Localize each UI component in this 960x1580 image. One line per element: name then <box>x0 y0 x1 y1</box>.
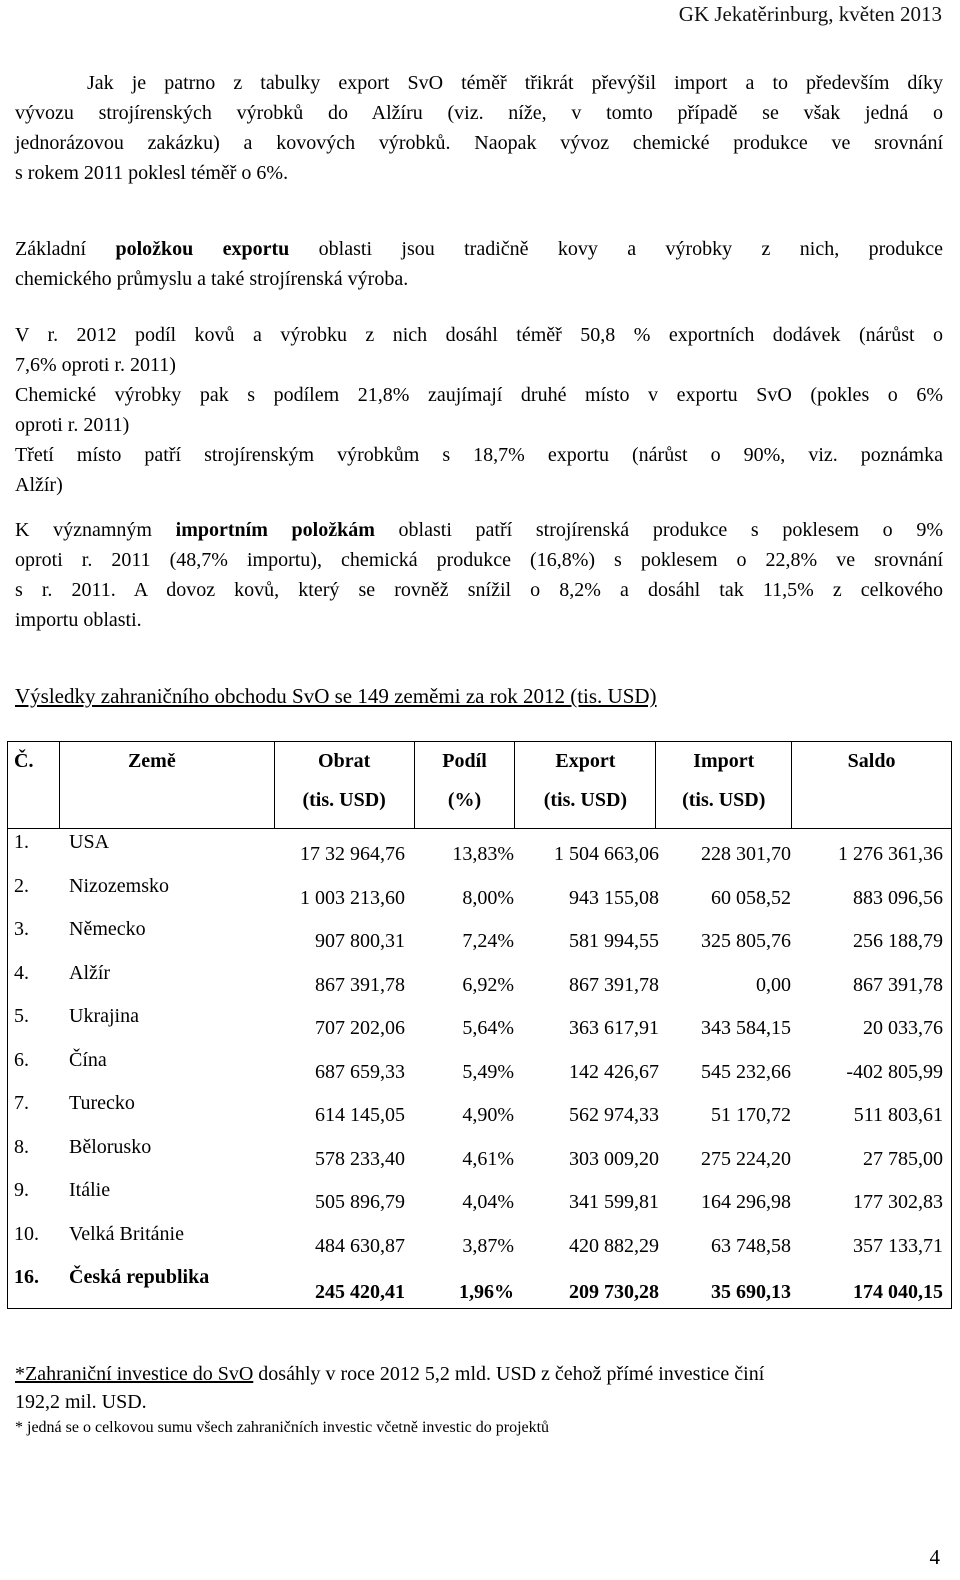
table-header-row <box>8 742 952 829</box>
cell-podil: 7,24% <box>462 930 514 952</box>
text-run: oblasti jsou tradičně kovy a výrobky z nich, produkce <box>289 238 943 260</box>
text-line: jednorázovou zakázku) a kovových výrobků. Naopak vývoz chemické produkce ve srovnání <box>15 132 943 154</box>
cell-export: 420 882,29 <box>569 1234 659 1257</box>
cell-import: 343 584,15 <box>701 1017 791 1039</box>
text-run: oblasti patří strojírenská produkce s poklesem o 9% <box>374 519 943 541</box>
text-run: K významným <box>15 519 176 541</box>
paragraph-main-export-items <box>15 234 943 294</box>
cell-obrat: 687 659,33 <box>315 1060 405 1083</box>
cell-number: 9. <box>14 1179 29 1201</box>
cell-podil: 4,90% <box>462 1104 514 1126</box>
cell-country: Německo <box>69 918 146 940</box>
cell-country: Ukrajina <box>69 1005 139 1027</box>
header-import: Import (tis. USD) <box>656 742 792 829</box>
table-row <box>8 1134 951 1178</box>
cell-country: USA <box>69 831 110 853</box>
text-line: s r. 2011. A dovoz kovů, který se rovněž snížil o 8,2% a dosáhl tak 11,5% z celkového <box>15 579 943 601</box>
cell-saldo: 883 096,56 <box>853 886 943 909</box>
cell-country: Nizozemsko <box>69 874 169 897</box>
cell-saldo: 867 391,78 <box>853 973 943 996</box>
text-line: oproti r. 2011) <box>15 414 130 436</box>
table-row <box>8 1003 951 1047</box>
cell-import: 164 296,98 <box>701 1191 791 1213</box>
text-line: chemického průmyslu a také strojírenská výroba. <box>15 268 409 290</box>
cell-saldo: -402 805,99 <box>846 1060 943 1083</box>
cell-obrat: 17 32 964,76 <box>300 843 405 865</box>
cell-import: 60 058,52 <box>711 886 791 909</box>
cell-podil: 5,64% <box>462 1017 514 1039</box>
cell-export: 562 974,33 <box>569 1104 659 1126</box>
cell-saldo: 357 133,71 <box>853 1234 943 1257</box>
table-row <box>8 1221 951 1265</box>
text-run: Základní <box>15 238 116 260</box>
table-row <box>8 1264 951 1308</box>
cell-number: 2. <box>14 874 29 897</box>
cell-saldo: 20 033,76 <box>863 1017 943 1039</box>
header-country: Země <box>59 742 274 829</box>
header-podil: Podíl (%) <box>414 742 515 829</box>
text-line <box>15 515 943 545</box>
cell-saldo: 1 276 361,36 <box>838 843 943 865</box>
cell-export: 867 391,78 <box>569 973 659 996</box>
cell-export: 209 730,28 <box>569 1281 659 1303</box>
footnote-text: dosáhly v roce 2012 5,2 mld. USD z čehož přímé investice činí <box>253 1363 765 1385</box>
cell-number: 4. <box>14 961 29 984</box>
cell-country: Velká Británie <box>69 1222 184 1245</box>
text-line: 7,6% oproti r. 2011) <box>15 354 176 376</box>
text-line: vývozu strojírenských výrobků do Alžíru (viz. níže, v tomto případě se však jedná o <box>15 102 943 124</box>
table-row <box>8 1177 951 1221</box>
header-export: Export (tis. USD) <box>515 742 656 829</box>
cell-obrat: 245 420,41 <box>315 1281 405 1303</box>
table-row <box>8 829 951 873</box>
bold-term: importním položkám <box>175 519 375 541</box>
cell-podil: 1,96% <box>459 1281 514 1303</box>
cell-obrat: 867 391,78 <box>315 973 405 996</box>
page-number: 4 <box>929 1545 940 1569</box>
table-row <box>8 916 951 960</box>
text-line <box>15 234 943 264</box>
footnote-investment <box>15 1360 943 1416</box>
trade-results-table <box>7 741 952 1309</box>
text-line: V r. 2012 podíl kovů a výrobku z nich dosáhl téměř 50,8 % exportních dodávek (nárůst o <box>15 324 943 346</box>
page-header: GK Jekatěrinburg, květen 2013 <box>678 2 942 26</box>
cell-obrat: 484 630,87 <box>315 1234 405 1257</box>
cell-saldo: 174 040,15 <box>853 1281 943 1303</box>
text-line: Třetí místo patří strojírenským výrobkům s 18,7% exportu (nárůst o 90%, viz. poznámka <box>15 444 943 466</box>
bold-term: položkou exportu <box>115 238 290 260</box>
cell-saldo: 511 803,61 <box>853 1104 943 1126</box>
cell-import: 545 232,66 <box>701 1060 791 1083</box>
cell-obrat: 707 202,06 <box>315 1017 405 1039</box>
footnote-explanation: * jedná se o celkovou sumu všech zahraničních investic včetně investic do projektů <box>15 1419 550 1436</box>
cell-country: Česká republika <box>69 1266 210 1288</box>
cell-podil: 3,87% <box>462 1234 514 1257</box>
cell-obrat: 505 896,79 <box>315 1191 405 1213</box>
table-rows <box>8 829 951 1308</box>
cell-obrat: 1 003 213,60 <box>300 886 405 909</box>
cell-country: Čína <box>69 1048 107 1071</box>
cell-podil: 4,61% <box>462 1147 514 1170</box>
paragraph-import-items <box>15 515 943 635</box>
cell-import: 275 224,20 <box>701 1147 791 1170</box>
cell-export: 341 599,81 <box>569 1191 659 1213</box>
text-line: Alžír) <box>15 474 63 496</box>
text-line: Chemické výrobky pak s podílem 21,8% zaujímají druhé místo v exportu SvO (pokles o 6% <box>15 384 943 406</box>
cell-podil: 8,00% <box>462 886 514 909</box>
cell-saldo: 177 302,83 <box>853 1191 943 1213</box>
footnote-underlined: *Zahraniční investice do SvO <box>15 1363 254 1385</box>
table-title: Výsledky zahraničního obchodu SvO se 149 zeměmi za rok 2012 (tis. USD) <box>15 684 657 708</box>
cell-country: Turecko <box>69 1092 135 1114</box>
cell-export: 943 155,08 <box>569 886 659 909</box>
paragraph-export-shares <box>15 320 943 500</box>
cell-number: 1. <box>14 831 29 853</box>
text-line: s rokem 2011 poklesl téměř o 6%. <box>15 162 289 184</box>
cell-export: 142 426,67 <box>569 1060 659 1083</box>
cell-import: 63 748,58 <box>711 1234 791 1257</box>
cell-number: 10. <box>14 1222 39 1245</box>
cell-podil: 6,92% <box>462 973 514 996</box>
cell-podil: 4,04% <box>462 1191 514 1213</box>
cell-podil: 13,83% <box>452 843 514 865</box>
cell-number: 5. <box>14 1005 29 1027</box>
cell-number: 16. <box>14 1266 39 1288</box>
cell-obrat: 578 233,40 <box>315 1147 405 1170</box>
cell-import: 228 301,70 <box>701 843 791 865</box>
table-body <box>8 829 952 1309</box>
cell-country: Alžír <box>69 961 111 984</box>
cell-country: Bělorusko <box>69 1135 152 1158</box>
table-row <box>8 873 951 917</box>
cell-import: 325 805,76 <box>701 930 791 952</box>
cell-export: 1 504 663,06 <box>554 843 659 865</box>
cell-import: 0,00 <box>756 973 791 996</box>
cell-export: 363 617,91 <box>569 1017 659 1039</box>
header-saldo: Saldo <box>792 742 952 829</box>
cell-number: 7. <box>14 1092 29 1114</box>
cell-number: 6. <box>14 1048 29 1071</box>
text-line: Jak je patrno z tabulky export SvO téměř třikrát převýšil import a to především díky <box>87 72 943 94</box>
cell-podil: 5,49% <box>462 1060 514 1083</box>
cell-import: 51 170,72 <box>711 1104 791 1126</box>
header-obrat: Obrat (tis. USD) <box>274 742 414 829</box>
table-body-row <box>8 829 952 1309</box>
text-line: oproti r. 2011 (48,7% importu), chemická produkce (16,8%) s poklesem o 22,8% ve srovnání <box>15 549 943 571</box>
cell-saldo: 256 188,79 <box>853 930 943 952</box>
cell-saldo: 27 785,00 <box>863 1147 943 1170</box>
footnote-text: 192,2 mil. USD. <box>15 1391 147 1413</box>
cell-country: Itálie <box>69 1179 111 1201</box>
table-row <box>8 1047 951 1091</box>
header-no: Č. <box>8 742 60 829</box>
cell-obrat: 907 800,31 <box>315 930 405 952</box>
cell-import: 35 690,13 <box>711 1281 791 1303</box>
table-row <box>8 1090 951 1134</box>
table-row <box>8 960 951 1004</box>
cell-export: 303 009,20 <box>569 1147 659 1170</box>
cell-number: 8. <box>14 1135 29 1158</box>
text-line: importu oblasti. <box>15 609 142 631</box>
cell-export: 581 994,55 <box>569 930 659 952</box>
paragraph-export-overview <box>15 68 943 188</box>
cell-number: 3. <box>14 918 29 940</box>
cell-obrat: 614 145,05 <box>315 1104 405 1126</box>
